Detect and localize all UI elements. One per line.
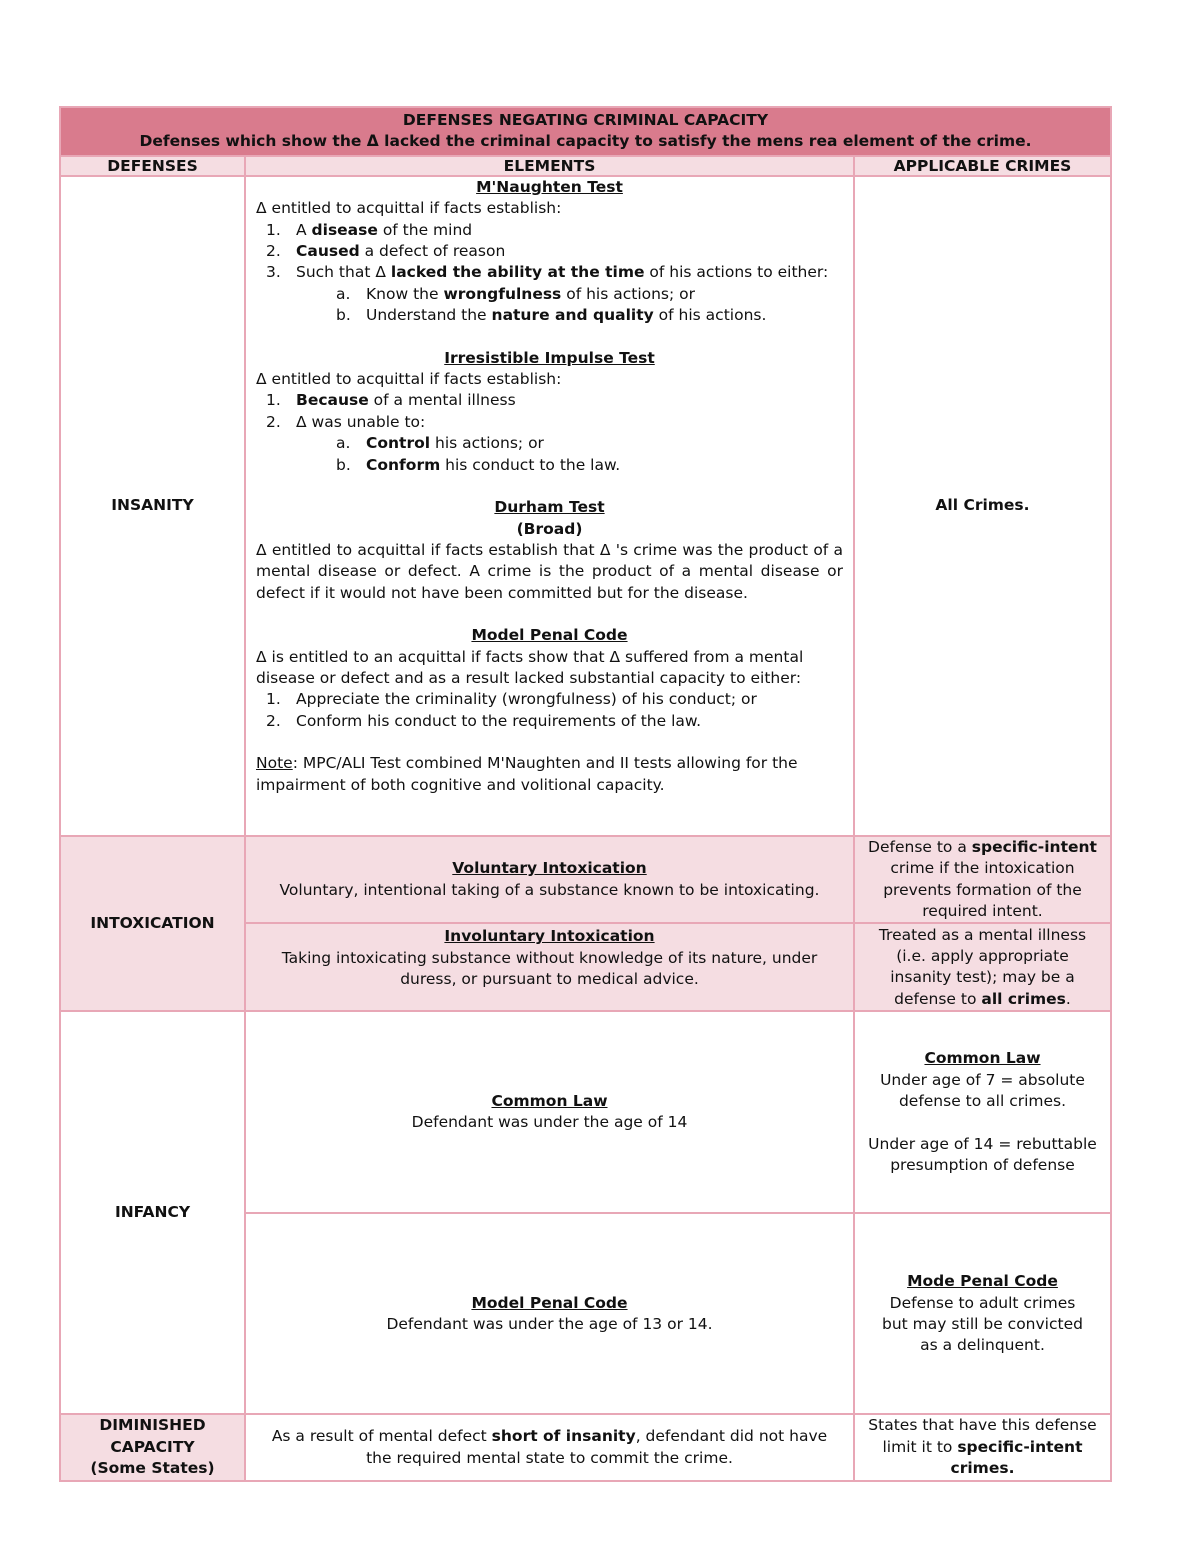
header-defenses: DEFENSES	[60, 156, 245, 176]
involuntary-elements	[245, 923, 854, 1011]
insanity-crimes: All Crimes.	[854, 176, 1111, 836]
infancy-cl-crimes-heading: Common Law	[924, 1049, 1041, 1068]
irresistible-intro: Δ entitled to acquittal if facts establish:	[256, 370, 562, 389]
header-crimes: APPLICABLE CRIMES	[854, 156, 1111, 176]
involuntary-heading: Involuntary Intoxication	[444, 927, 655, 946]
infancy-cl-crimes	[854, 1011, 1111, 1213]
infancy-cl-elements	[245, 1011, 854, 1213]
diminished-crimes: States that have this defense limit it to specific-intent crimes.	[854, 1414, 1111, 1480]
mnaughten-heading: M'Naughten Test	[476, 177, 623, 196]
table-title-cell	[60, 107, 1111, 156]
infancy-mpc-crimes-text: Defense to adult crimes but may still be convicted as a delinquent.	[882, 1293, 1083, 1355]
voluntary-elements	[245, 836, 854, 924]
list-item: b. Understand the nature and quality of his actions.	[336, 306, 767, 325]
infancy-mpc-crimes	[854, 1213, 1111, 1414]
infancy-cl-crimes-1: Under age of 7 = absolute defense to all crimes.	[880, 1070, 1085, 1111]
defenses-table	[59, 106, 1112, 1482]
list-item: a. Know the wrongfulness of his actions; or	[336, 284, 696, 303]
mpc-intro: Δ is entitled to an acquittal if facts show that Δ suffered from a mental disease or defect and as a result lacked substantial capacity to either:	[256, 647, 804, 687]
table-subtitle: Defenses which show the Δ lacked the criminal capacity to satisfy the mens rea element of the crime.	[139, 132, 1032, 151]
durham-text: Δ entitled to acquittal if facts establish that Δ 's crime was the product of a mental disease or defect. A crime is the product of a mental disease or defect if it would not have been committed but for the disease.	[256, 540, 843, 602]
infancy-cl-heading: Common Law	[491, 1092, 608, 1111]
list-item: 1. Appreciate the criminality (wrongfulness) of his conduct; or	[266, 690, 757, 709]
infancy-mpc-text: Defendant was under the age of 13 or 14.	[386, 1314, 713, 1333]
insanity-note: Note: MPC/ALI Test combined M'Naughten and II tests allowing for the impairment of both cognitive and volitional capacity.	[256, 754, 798, 794]
involuntary-text: Taking intoxicating substance without knowledge of its nature, under duress, or pursuant to medical advice.	[281, 948, 818, 989]
list-item: 2. Caused a defect of reason	[266, 242, 506, 261]
mpc-heading: Model Penal Code	[471, 626, 628, 645]
list-item: 1. Because of a mental illness	[266, 391, 516, 410]
involuntary-crimes: Treated as a mental illness (i.e. apply appropriate insanity test); may be a defense to all crimes.	[854, 923, 1111, 1011]
table-row	[60, 1414, 1111, 1480]
infancy-mpc-elements	[245, 1213, 854, 1414]
durham-heading: Durham Test	[494, 498, 605, 517]
infancy-cl-text: Defendant was under the age of 14	[411, 1113, 688, 1132]
defense-intoxication: INTOXICATION	[60, 836, 245, 1012]
irresistible-heading: Irresistible Impulse Test	[444, 348, 655, 367]
list-item: 3. Such that Δ lacked the ability at the time of his actions to either:	[266, 263, 829, 282]
list-item: b. Conform his conduct to the law.	[336, 455, 621, 474]
table-row	[60, 1011, 1111, 1213]
list-item: 1. A disease of the mind	[266, 220, 473, 239]
mnaughten-intro: Δ entitled to acquittal if facts establish:	[256, 199, 562, 218]
header-elements: ELEMENTS	[245, 156, 854, 176]
defense-infancy: INFANCY	[60, 1011, 245, 1414]
voluntary-text: Voluntary, intentional taking of a substance known to be intoxicating.	[279, 880, 820, 899]
table-row	[60, 836, 1111, 924]
defense-diminished: DIMINISHED CAPACITY (Some States)	[60, 1414, 245, 1480]
infancy-mpc-crimes-heading: Mode Penal Code	[907, 1272, 1058, 1291]
voluntary-heading: Voluntary Intoxication	[452, 859, 647, 878]
list-item: 2. Δ was unable to:	[266, 412, 426, 431]
durham-sub: (Broad)	[516, 519, 583, 538]
infancy-cl-crimes-2: Under age of 14 = rebuttable presumption of defense	[868, 1134, 1097, 1175]
list-item: a. Control his actions; or	[336, 434, 544, 453]
voluntary-crimes: Defense to a specific-intent crime if the intoxication prevents formation of the required intent.	[854, 836, 1111, 924]
table-title: DEFENSES NEGATING CRIMINAL CAPACITY	[402, 111, 769, 129]
insanity-elements	[245, 176, 854, 836]
diminished-elements: As a result of mental defect short of insanity, defendant did not have the required mental state to commit the crime.	[245, 1414, 854, 1480]
list-item: 2. Conform his conduct to the requirements of the law.	[266, 711, 702, 730]
defense-insanity: INSANITY	[60, 176, 245, 836]
table-row	[60, 176, 1111, 836]
infancy-mpc-heading: Model Penal Code	[471, 1293, 628, 1312]
